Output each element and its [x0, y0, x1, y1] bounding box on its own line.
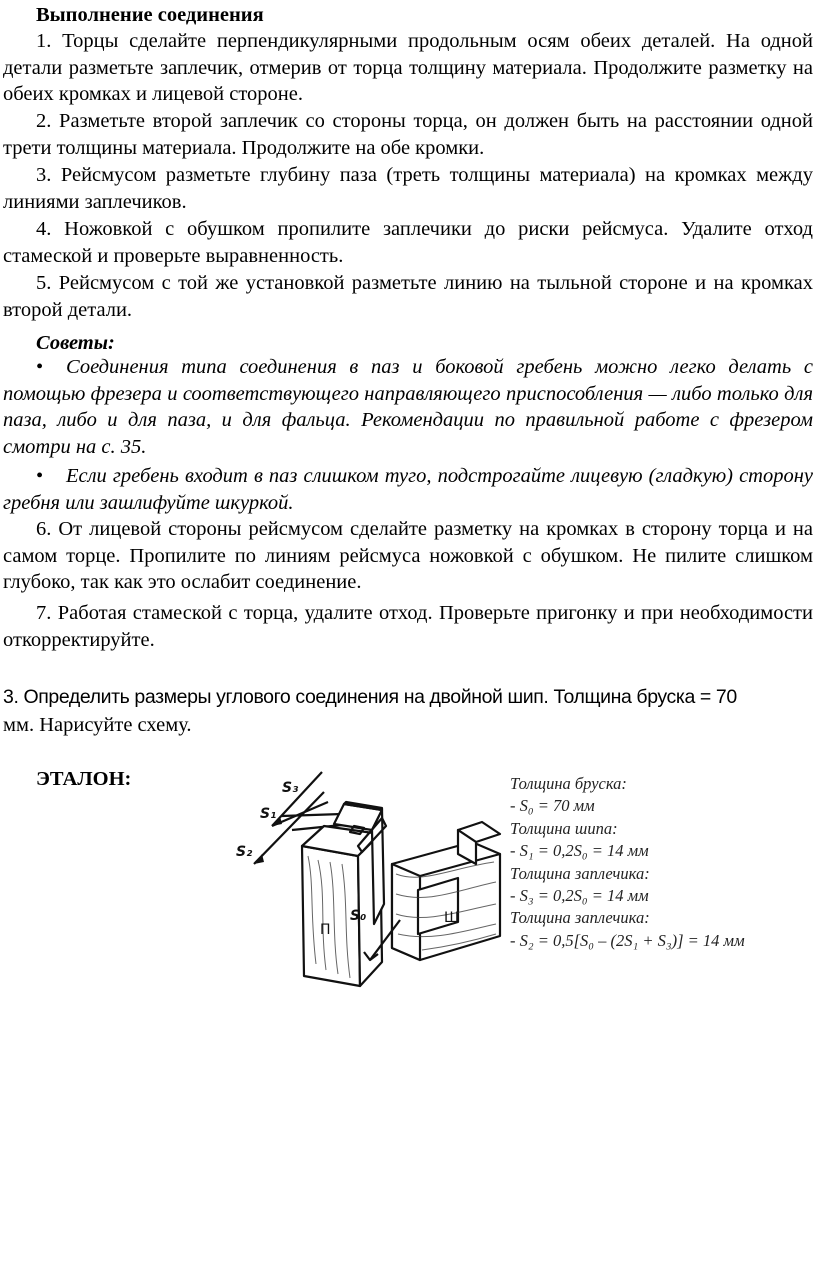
label-s2: S₂ [236, 844, 253, 860]
dim-value-4: - S₂ = 0,5[S₀ – (2S₁ + S₃)] = 14 мм [510, 930, 745, 950]
label-part-sh: Ш [444, 910, 459, 926]
tips-title: Советы: [36, 332, 115, 354]
joint-diagram [232, 764, 510, 996]
tip-2-text: Если гребень входит в паз слишком туго, подстрогайте лицевую (гладкую) сторону гребня или зашлифуйте шкуркой. [3, 465, 813, 514]
bullet-icon: • [36, 465, 44, 487]
step-5: 5. Рейсмусом с той же установкой разметьте линию на тыльной стороне и на кромках второй детали. [3, 272, 813, 321]
tip-1-text: Соединения типа соединения в паз и боковой гребень можно легко делать с помощью фрезера и соответствующего направляющего приспособления — либо только для паза, либо и для паза, и для фальца. Рекомендации по правильной работе с фрезером смотри на с. 35. [3, 356, 813, 458]
bullet-icon: • [36, 356, 44, 378]
label-part-p: П [320, 922, 331, 938]
step-3: 3. Рейсмусом разметьте глубину паза (треть толщины материала) на кромках между линиями заплечиков. [3, 164, 813, 213]
dimensions-block [510, 773, 810, 952]
step-1: 1. Торцы сделайте перпендикулярными продольным осям обеих деталей. На одной детали разметьте заплечик, отмерив от торца толщину материала. Продолжите разметку на обеих кромках и лицевой стороне. [3, 30, 813, 106]
step-6: 6. От лицевой стороны рейсмусом сделайте разметку на кромках в сторону торца и на самом торце. Пропилите по линиям рейсмуса ножовкой с обушком. Не пилите слишком глубоко, так как это ослабит соединение. [3, 518, 813, 594]
dim-value-3: - S₃ = 0,2S₀ = 14 мм [510, 886, 649, 906]
tip-1 [3, 354, 813, 460]
dim-label-4: Толщина заплечика: [510, 908, 650, 928]
dim-value-2: - S₁ = 0,2S₀ = 14 мм [510, 841, 649, 861]
tip-2 [3, 463, 813, 516]
task-3 [3, 683, 793, 739]
label-s1: S₁ [260, 806, 277, 822]
task-text-a: 3. Определить размеры углового соединения на двойной шип. Толщина бруска = 70 [3, 686, 737, 708]
step-7: 7. Работая стамеской с торца, удалите отход. Проверьте пригонку и при необходимости откорректируйте. [3, 602, 813, 651]
step-4: 4. Ножовкой с обушком пропилите заплечики до риски рейсмуса. Удалите отход стамеской и проверьте выравненность. [3, 218, 813, 267]
dim-value-1: - S₀ = 70 мм [510, 796, 595, 816]
task-text-b: мм. Нарисуйте схему. [3, 714, 192, 736]
step-2: 2. Разметьте второй заплечик со стороны торца, он должен быть на расстоянии одной трети толщины материала. Продолжите на обе кромки. [3, 110, 813, 159]
dim-label-1: Толщина бруска: [510, 774, 627, 793]
label-s3: S₃ [282, 780, 299, 796]
dim-label-3: Толщина заплечика: [510, 863, 650, 883]
section-heading: Выполнение соединения [36, 4, 264, 26]
label-s0: S₀ [350, 908, 367, 924]
etalon-label: ЭТАЛОН: [36, 768, 132, 790]
dim-label-2: Толщина шипа: [510, 818, 618, 838]
